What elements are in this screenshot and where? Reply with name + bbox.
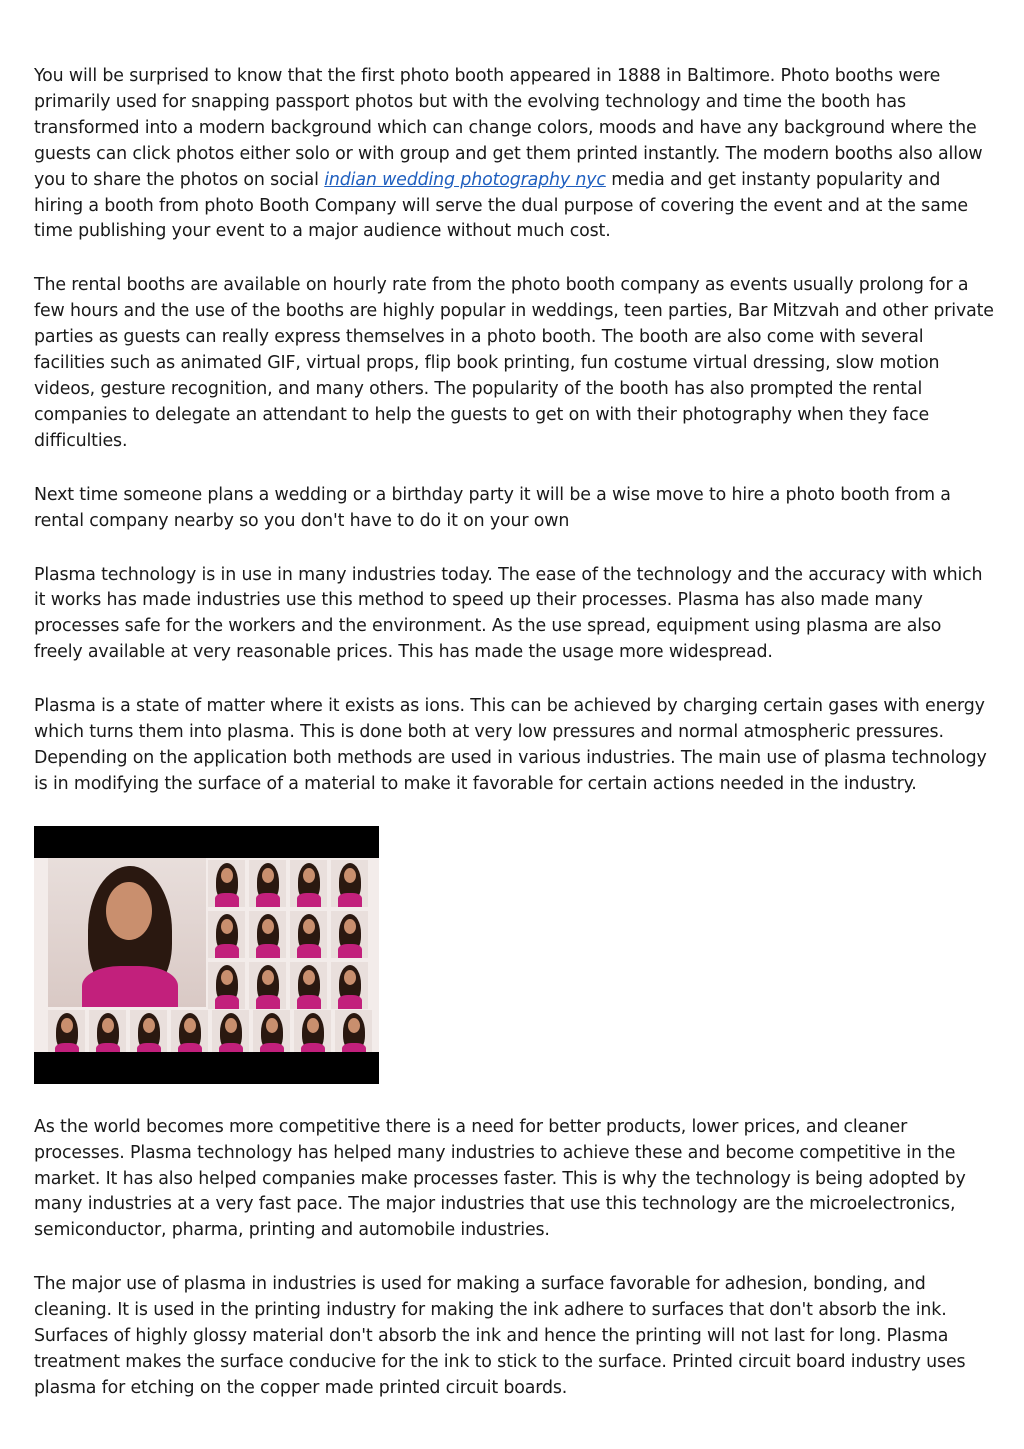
- portrait-thumbnail: [208, 911, 245, 958]
- portrait-thumbnail: [89, 1010, 126, 1052]
- portrait-thumbnail: [290, 860, 327, 907]
- paragraph-plasma-uses: The major use of plasma in industries is used for making a surface favorable for adhesion, bonding, and cleaning. It is used in the printing industry for making the ink adhere to surfaces that don't absorb the ink. Surfaces of highly glossy material don't absorb the ink and hence the printing will not last for long. Plasma treatment makes the surface conducive for the ink to stick to the surface. Printed circuit board industry uses plasma for etching on the copper made printed circuit boards.: [34, 1274, 966, 1398]
- portrait-thumbnail: [331, 911, 368, 958]
- portrait-thumbnail: [212, 1010, 249, 1052]
- portrait-thumbnail: [331, 860, 368, 907]
- paragraph-plasma-intro: Plasma technology is in use in many industries today. The ease of the technology and the accuracy with which it works has made industries use this method to speed up their processes. Plasma has also made many processes safe for the workers and the environment. As the use spread, equipment using plasma are also freely available at very reasonable prices. This has made the usage more widespread.: [34, 564, 983, 663]
- paragraph-rental-booths: The rental booths are available on hourly rate from the photo booth company as events usually prolong for a few hours and the use of the booths are highly popular in weddings, teen parties, Bar Mitzvah and other private parties as guests can really express themselves in a photo booth. The booth are also come with several facilities such as animated GIF, virtual props, flip book printing, fun costume virtual dressing, slow motion videos, gesture recognition, and many others. The popularity of the booth has also prompted the rental companies to delegate an attendant to help the guests to get on with their photography when they face difficulties.: [34, 275, 994, 451]
- paragraph-photo-booth-history: [34, 64, 994, 245]
- portrait-thumbnail: [290, 911, 327, 958]
- paragraph-competitive-world: As the world becomes more competitive there is a need for better products, lower prices, and cleaner processes. Plasma technology has helped many industries to achieve these and become competitive in the market. It has also helped companies make processes faster. This is why the technology is being adopted by many industries at a very fast pace. The major industries that use this technology are the microelectronics, semiconductor, pharma, printing and automobile industries.: [34, 1116, 966, 1241]
- portrait-thumbnail: [249, 911, 286, 958]
- paragraph-text: media and get instanty popularity and hiring a booth from photo Booth Company will serve the dual purpose of covering the event and at the same time publishing your event to a major audience without much cost.: [34, 169, 968, 242]
- portrait-thumbnail: [249, 962, 286, 1009]
- portrait-thumbnail: [294, 1010, 331, 1052]
- portrait-thumbnail: [331, 962, 368, 1009]
- collage-photo-area: [34, 858, 379, 1052]
- portrait-thumbnail: [335, 1010, 372, 1052]
- paragraph-plasma-state: Plasma is a state of matter where it exists as ions. This can be achieved by charging certain gases with energy which turns them into plasma. This is done both at very low pressures and normal atmospheric pressures. Depending on the application both methods are used in various industries. The main use of plasma technology is in modifying the surface of a material to make it favorable for certain actions needed in the industry.: [34, 696, 987, 794]
- paragraph-text: You will be surprised to know that the first photo booth appeared in 1888 in Baltimore. Photo booths were primarily used for snapping passport photos but with the evolving technology and time the booth has transformed into a modern background which can change colors, moods and have any background where the guests can click photos either solo or with group and get them printed instantly. The modern booths also allow you to share the photos on social: [34, 66, 983, 190]
- portrait-thumbnail: [290, 962, 327, 1009]
- portrait-thumbnail: [208, 962, 245, 1009]
- photo-booth-collage-image: [34, 826, 379, 1084]
- portrait-thumbnail: [208, 860, 245, 907]
- portrait-thumbnail: [171, 1010, 208, 1052]
- portrait-thumbnail: [253, 1010, 290, 1052]
- portrait-large: [48, 858, 206, 1007]
- portrait-thumbnail: [48, 1010, 85, 1052]
- article-body: [34, 64, 994, 1430]
- indian-wedding-photography-link[interactable]: indian wedding photography nyc: [324, 169, 606, 190]
- portrait-thumbnail: [249, 860, 286, 907]
- portrait-thumbnail: [130, 1010, 167, 1052]
- paragraph-next-time: Next time someone plans a wedding or a birthday party it will be a wise move to hire a photo booth from a rental company nearby so you don't have to do it on your own: [34, 484, 951, 531]
